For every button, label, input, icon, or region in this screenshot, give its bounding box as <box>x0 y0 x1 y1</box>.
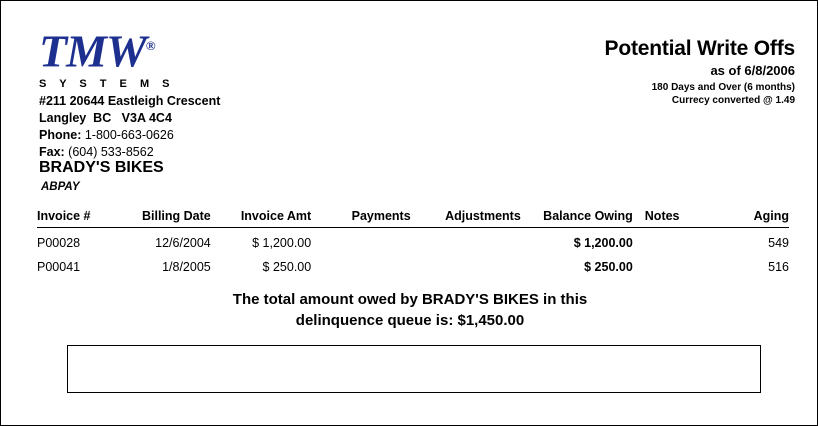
cell-invoice-amt: $ 1,200.00 <box>252 236 312 250</box>
page-title: Potential Write Offs <box>604 37 795 60</box>
column-header-billing-date: Billing Date <box>119 209 219 228</box>
total-summary-line-1: The total amount owed by BRADY'S BIKES in this <box>232 291 588 308</box>
cell-notes <box>639 252 724 276</box>
phone-value: 1-800-663-0626 <box>81 128 174 142</box>
cell-aging: 516 <box>768 260 789 274</box>
phone-label: Phone: <box>39 128 82 142</box>
cell-invoice: P00041 <box>37 260 81 274</box>
column-header-invoice-amt: Invoice Amt <box>219 209 323 228</box>
invoice-table <box>37 209 789 276</box>
address-line-2: Langley BC V3A 4C4 <box>39 111 172 125</box>
column-header-notes: Notes <box>639 209 724 228</box>
cell-billing-date: 1/8/2005 <box>162 260 211 274</box>
cell-balance-owing: $ 250.00 <box>584 260 633 274</box>
column-header-aging: Aging <box>724 209 789 228</box>
registered-mark-icon: ® <box>145 38 156 53</box>
address-line-1: #211 20644 Eastleigh Crescent <box>39 94 221 108</box>
cell-notes <box>639 228 724 253</box>
cell-adjustments <box>421 252 531 276</box>
cell-balance-owing: $ 1,200.00 <box>573 236 633 250</box>
table-row <box>37 228 789 253</box>
total-summary <box>1 289 818 331</box>
report-title-block <box>605 37 795 106</box>
column-header-payments: Payments <box>323 209 420 228</box>
cell-aging: 549 <box>768 236 789 250</box>
company-logo <box>39 23 289 90</box>
fax-value: (604) 533-8562 <box>64 145 154 159</box>
logo-wordmark <box>39 23 156 77</box>
report-note-currency: Currecy converted @ 1.49 <box>671 95 795 106</box>
table-body <box>37 228 789 277</box>
logo-tagline: S Y S T E M S <box>39 78 175 91</box>
cell-invoice: P00028 <box>37 236 81 250</box>
cell-adjustments <box>421 228 531 253</box>
column-header-balance-owing: Balance Owing <box>531 209 639 228</box>
invoice-table-wrapper <box>37 209 789 276</box>
cell-payments <box>323 252 420 276</box>
report-as-of-date: as of 6/8/2006 <box>710 63 795 78</box>
phone-line <box>39 127 369 144</box>
table-header <box>37 209 789 228</box>
column-header-invoice: Invoice # <box>37 209 119 228</box>
cell-billing-date: 12/6/2004 <box>155 236 211 250</box>
cell-invoice-amt: $ 250.00 <box>262 260 312 274</box>
customer-name: BRADY'S BIKES <box>39 159 164 176</box>
logo-text: TMW <box>39 25 146 77</box>
fax-label: Fax: <box>39 145 65 159</box>
cell-payments <box>323 228 420 253</box>
column-header-adjustments: Adjustments <box>421 209 531 228</box>
customer-code: ABPAY <box>41 181 80 193</box>
notes-box[interactable] <box>67 345 761 393</box>
table-header-row <box>37 209 789 228</box>
report-note-aging: 180 Days and Over (6 months) <box>651 82 795 93</box>
table-row <box>37 252 789 276</box>
total-summary-line-2: delinquence queue is: $1,450.00 <box>295 312 525 329</box>
company-address <box>39 93 369 161</box>
